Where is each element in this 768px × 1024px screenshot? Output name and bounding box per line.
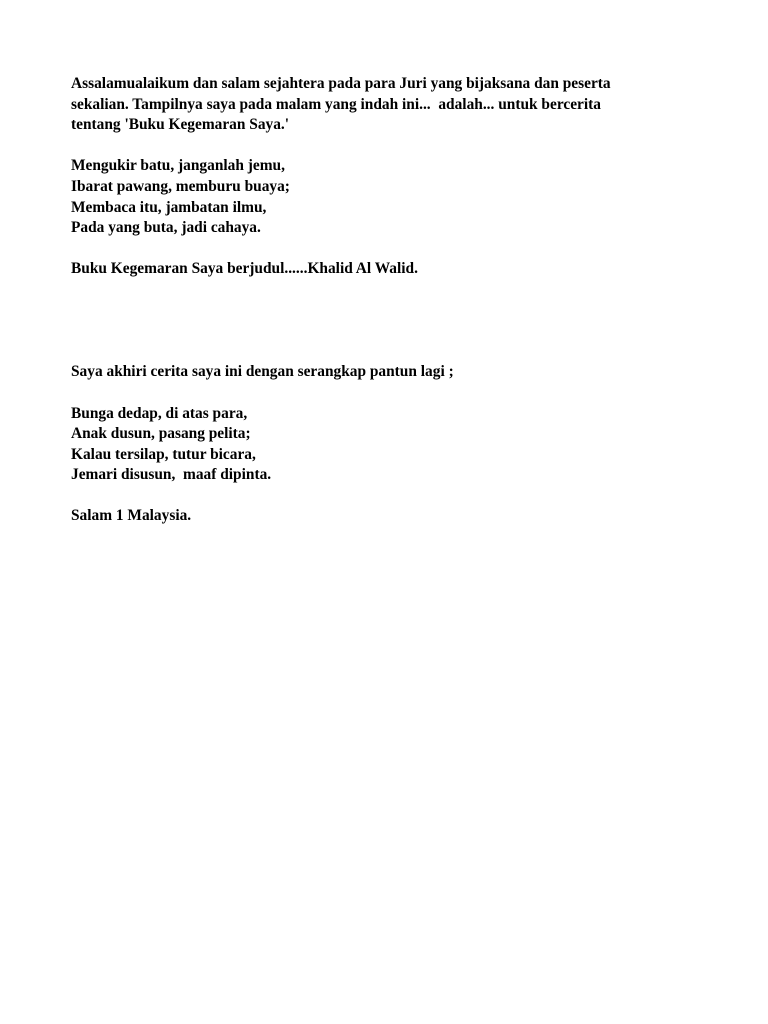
pantun-line: Membaca itu, jambatan ilmu, bbox=[71, 198, 267, 216]
intro-line: Assalamualaikum dan salam sejahtera pada para Juri yang bijaksana dan peserta bbox=[71, 75, 611, 92]
book-title-line: Buku Kegemaran Saya berjudul......Khalid Al Walid. bbox=[71, 260, 418, 278]
intro-paragraph bbox=[71, 74, 711, 136]
pantun-line: Ibarat pawang, memburu buaya; bbox=[71, 177, 290, 195]
pantun-line: Anak dusun, pasang pelita; bbox=[71, 425, 251, 443]
pantun-line: Jemari disusun, maaf dipinta. bbox=[71, 466, 272, 484]
pantun-stanza-2 bbox=[71, 404, 711, 486]
pantun-line: Mengukir batu, janganlah jemu, bbox=[71, 157, 285, 175]
pantun-line: Bunga dedap, di atas para, bbox=[71, 404, 248, 422]
pantun-line: Kalau tersilap, tutur bicara, bbox=[71, 445, 256, 463]
document-body bbox=[71, 74, 711, 527]
pantun-line: Pada yang buta, jadi cahaya. bbox=[71, 219, 261, 237]
intro-line: tentang 'Buku Kegemaran Saya.' bbox=[71, 116, 290, 134]
pantun-stanza-1 bbox=[71, 156, 711, 238]
sign-off-line: Salam 1 Malaysia. bbox=[71, 507, 192, 525]
closing-intro-line: Saya akhiri cerita saya ini dengan serangkap pantun lagi ; bbox=[71, 363, 454, 381]
intro-line: sekalian. Tampilnya saya pada malam yang indah ini... adalah... untuk bercerita bbox=[71, 95, 601, 113]
